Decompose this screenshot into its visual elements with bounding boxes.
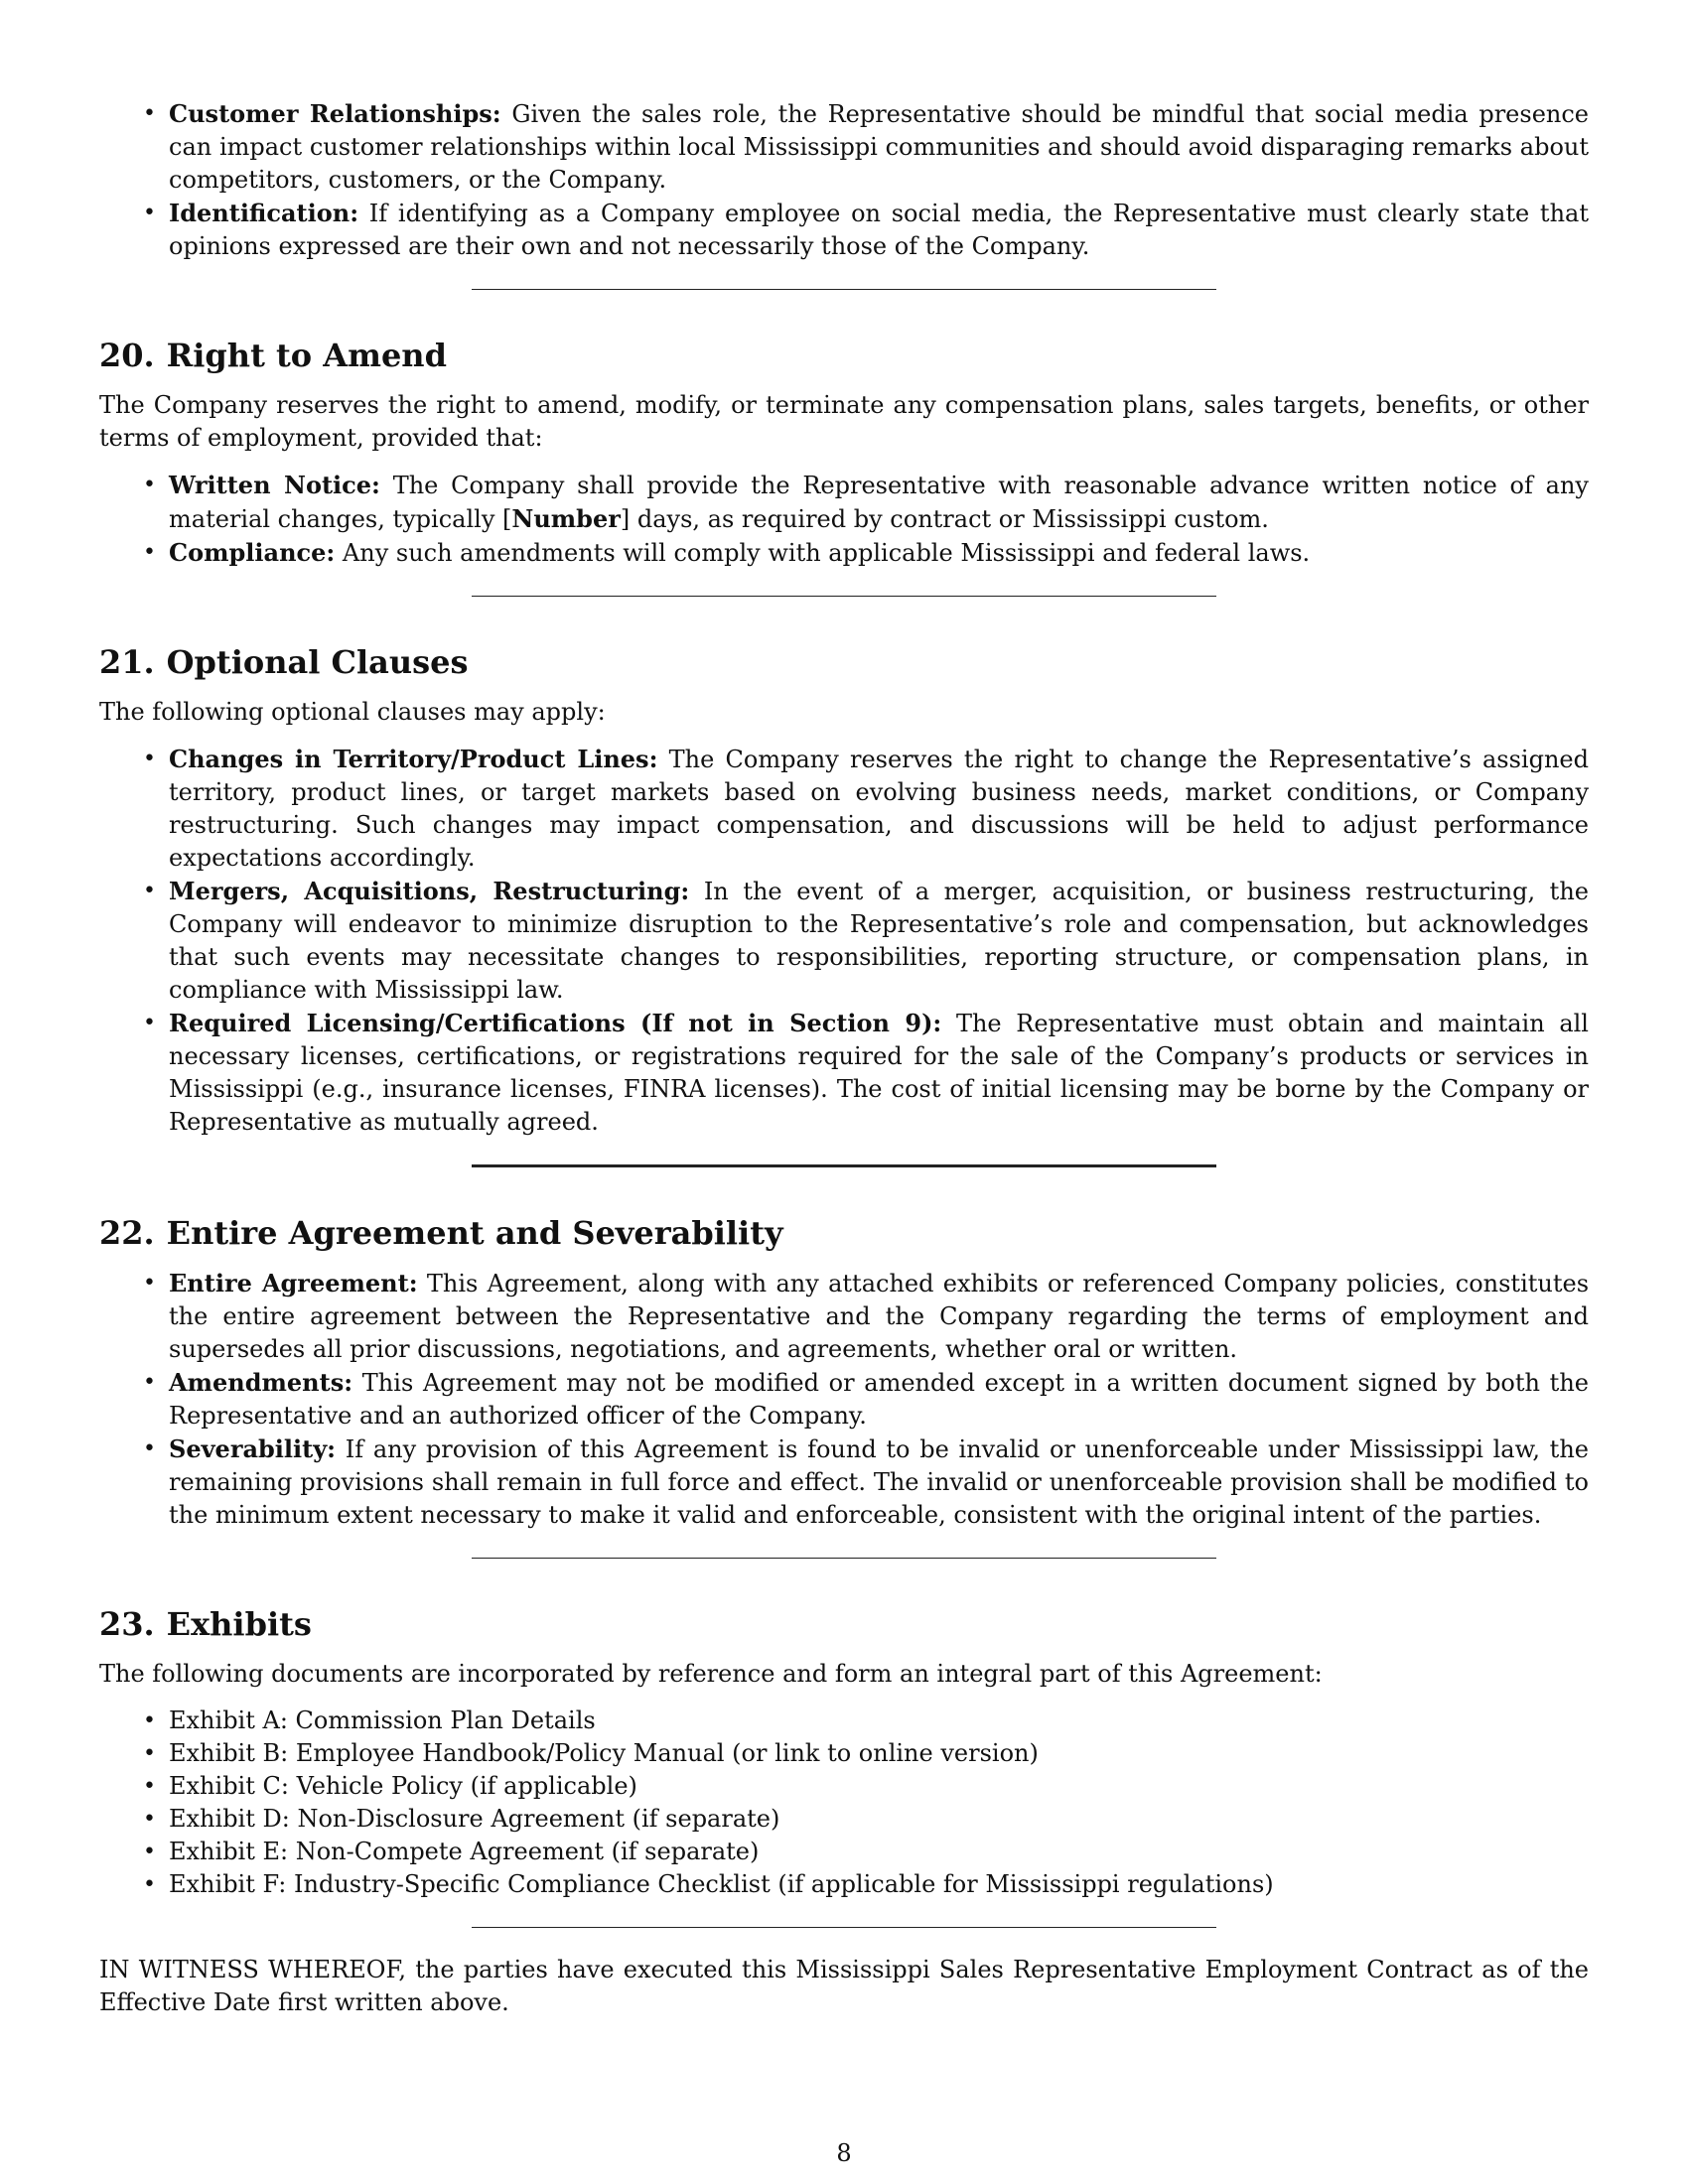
section-heading-20 (99, 336, 1589, 375)
exhibits-list (99, 1705, 1589, 1901)
exhibit-item: • Exhibit C: Vehicle Policy (if applicable) (99, 1770, 1589, 1803)
section-title: Exhibits (166, 1605, 312, 1643)
section-divider (472, 1558, 1216, 1559)
section-divider (472, 289, 1216, 290)
page-number: 8 (836, 2139, 852, 2167)
exhibit-item: • Exhibit A: Commission Plan Details (99, 1705, 1589, 1737)
section-number: 20. (99, 337, 155, 374)
item-label: Entire Agreement: (169, 1269, 418, 1297)
item-label: Identification: (169, 199, 359, 227)
item-label: Mergers, Acquisitions, Restructuring: (169, 877, 690, 905)
section-title: Entire Agreement and Severability (166, 1214, 783, 1252)
item-text: The Representative must obtain and maintain all necessary licenses, certifications, or registrations required for the sale of the Company’s products or services in Mississippi (e.g., insurance licenses, FINRA licenses). The cost of initial licensing may be borne by the Company or Representative as mutually agreed. (169, 1010, 1589, 1136)
witness-statement: IN WITNESS WHEREOF, the parties have executed this Mississippi Sales Representative Employment Contract as of the Effective Date first written above. (99, 1956, 1589, 2016)
list-item (99, 97, 1589, 197)
exhibit-item: • Exhibit B: Employee Handbook/Policy Manual (or link to online version) (99, 1737, 1589, 1770)
section-divider (472, 1164, 1216, 1167)
section-intro: The following documents are incorporated by reference and form an integral part of this Agreement: (99, 1660, 1323, 1688)
item-text: The Company shall provide the Representative with reasonable advance written notice of any material changes, typically [ (169, 472, 1589, 533)
list-item (99, 1366, 1589, 1433)
list-item (99, 197, 1589, 263)
section-heading-23 (99, 1604, 1589, 1644)
item-label: Severability: (169, 1434, 337, 1463)
item-text: Any such amendments will comply with applicable Mississippi and federal laws. (342, 539, 1311, 567)
item-label: Written Notice: (169, 471, 380, 499)
item-text: If identifying as a Company employee on social media, the Representative must clearly state that opinions expressed are their own and not necessarily those of the Company. (169, 200, 1589, 260)
item-label: Compliance: (169, 538, 336, 567)
section-20-list (99, 469, 1589, 570)
item-text: If any provision of this Agreement is found to be invalid or unenforceable under Mississippi law, the remaining provisions shall remain in full force and effect. The invalid or unenforceable provision shall be modified to the minimum extent necessary to make it valid and enforceable, consistent with the original intent of the parties. (169, 1435, 1589, 1529)
section-22-list (99, 1267, 1589, 1532)
section-intro: The Company reserves the right to amend, modify, or terminate any compensation plans, sales targets, benefits, or other terms of employment, provided that: (99, 391, 1589, 452)
item-text: Given the sales role, the Representative should be mindful that social media presence can impact customer relationships within local Mississippi communities and should avoid disparaging remarks about competitors, customers, or the Company. (169, 100, 1589, 194)
list-item (99, 875, 1589, 1007)
item-text: In the event of a merger, acquisition, or business restructuring, the Company will endeavor to minimize disruption to the Representative’s role and compensation, but acknowledges that such events may necessitate changes to responsibilities, reporting structure, or compensation plans, in compliance with Mississippi law. (169, 878, 1589, 1004)
item-label: Customer Relationships: (169, 99, 501, 128)
section-number: 21. (99, 643, 155, 681)
exhibit-item: • Exhibit D: Non-Disclosure Agreement (if separate) (99, 1803, 1589, 1836)
section-number: 22. (99, 1214, 155, 1252)
section-divider (472, 1927, 1216, 1928)
list-item (99, 1007, 1589, 1139)
item-text: This Agreement may not be modified or amended except in a written document signed by both the Representative and an authorized officer of the Company. (169, 1369, 1589, 1430)
placeholder-field: Number (511, 504, 621, 533)
list-item (99, 536, 1589, 570)
exhibit-item: • Exhibit E: Non-Compete Agreement (if separate) (99, 1836, 1589, 1868)
document-page (99, 97, 1589, 2033)
exhibit-item: • Exhibit F: Industry-Specific Compliance Checklist (if applicable for Mississippi regulations) (99, 1868, 1589, 1901)
section-heading-22 (99, 1213, 1589, 1253)
section-title: Right to Amend (166, 337, 447, 374)
section-heading-21 (99, 642, 1589, 682)
section-intro: The following optional clauses may apply: (99, 698, 606, 726)
item-text: The Company reserves the right to change the Representative’s assigned territory, product lines, or target markets based on evolving business needs, market conditions, or Company restructuring. Such changes may impact compensation, and discussions will be held to adjust performance expectations accordingly. (169, 746, 1589, 872)
section-divider (472, 596, 1216, 597)
item-text: This Agreement, along with any attached exhibits or referenced Company policies, constitutes the entire agreement between the Representative and the Company regarding the terms of employment and supersedes all prior discussions, negotiations, and agreements, whether oral or written. (169, 1270, 1590, 1363)
section-number: 23. (99, 1605, 155, 1643)
item-label: Changes in Territory/Product Lines: (169, 745, 658, 773)
list-item (99, 469, 1589, 536)
section-title: Optional Clauses (166, 643, 469, 681)
list-item (99, 743, 1589, 875)
continued-section-list (99, 97, 1589, 263)
item-label: Amendments: (169, 1368, 353, 1397)
item-label: Required Licensing/Certifications (If not in Section 9): (169, 1009, 942, 1037)
section-21-list (99, 743, 1589, 1139)
item-text: ] days, as required by contract or Mississippi custom. (620, 505, 1269, 533)
list-item (99, 1267, 1589, 1366)
list-item (99, 1433, 1589, 1532)
